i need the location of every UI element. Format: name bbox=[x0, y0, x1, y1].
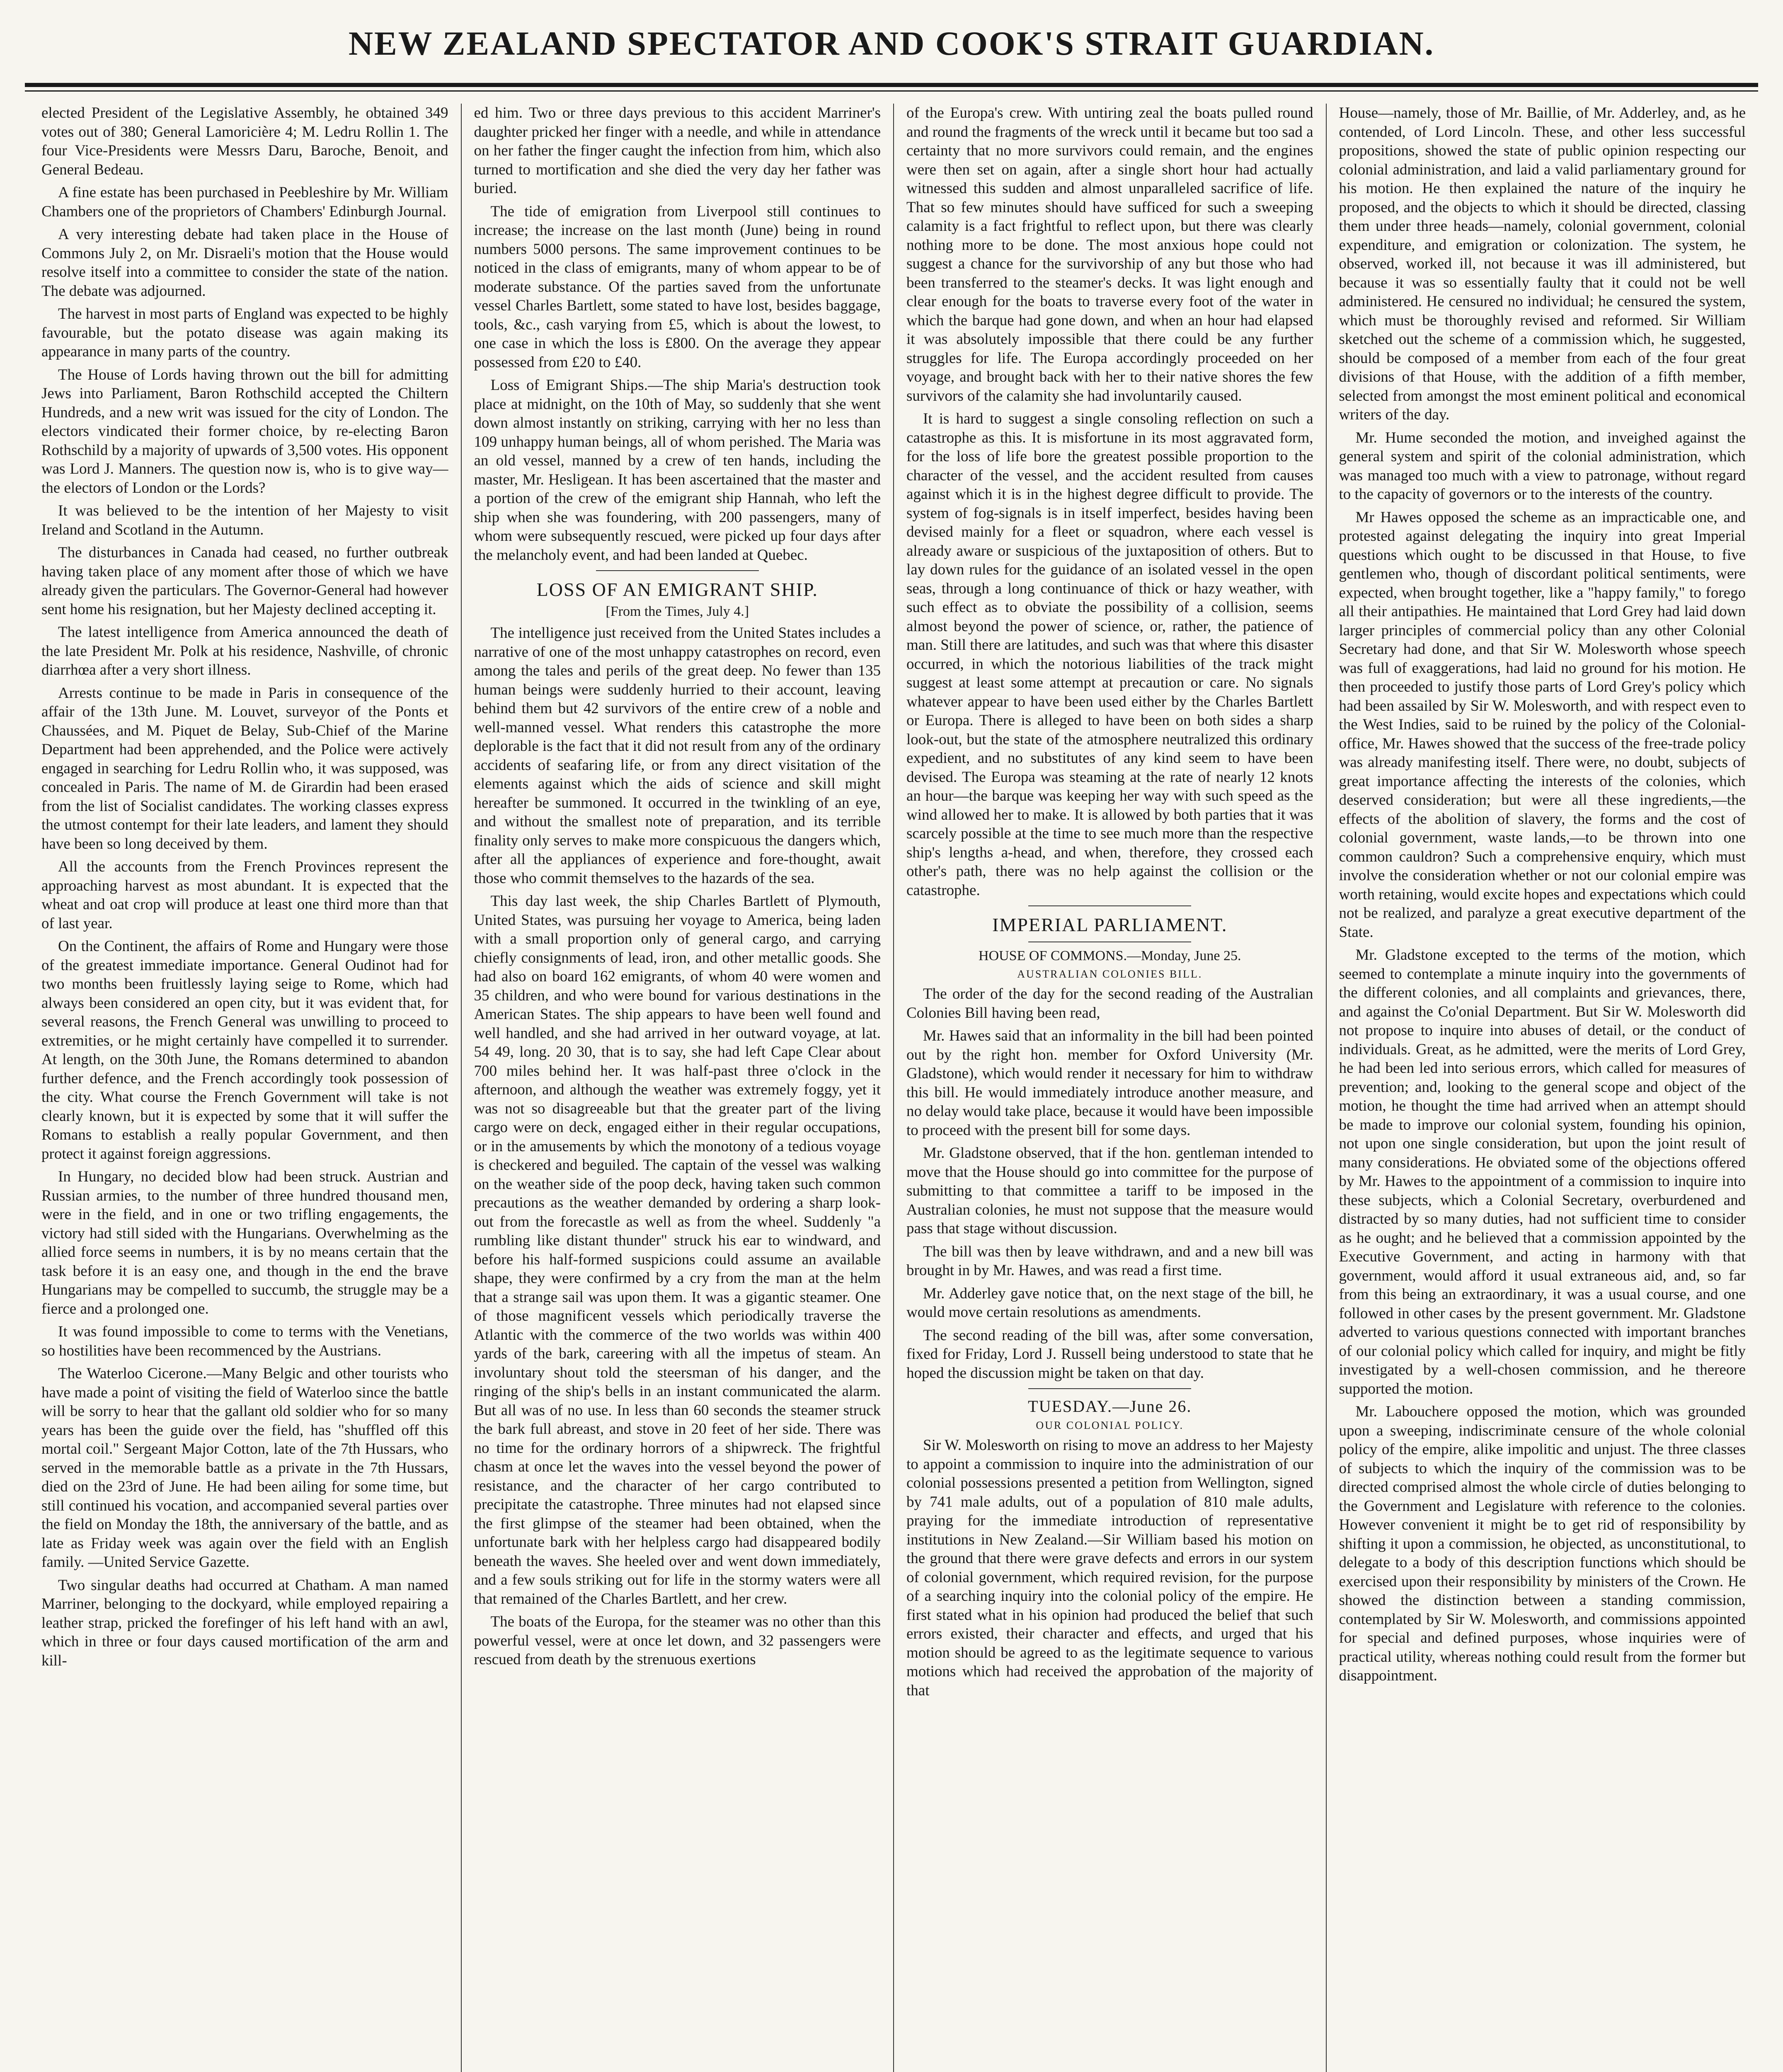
paragraph: The second reading of the bill was, after some conversation, fixed for Friday, Lord J. Russell being understood to state that he hoped the discussion might be taken on that day. bbox=[906, 1326, 1313, 1382]
divider bbox=[1028, 1388, 1191, 1389]
column-3-body-a bbox=[906, 104, 1313, 900]
column-4 bbox=[1327, 104, 1759, 2072]
masthead-title: NEW ZEALAND SPECTATOR AND COOK'S STRAIT GUARDIAN. bbox=[348, 24, 1435, 62]
column-2-body-a bbox=[474, 104, 881, 564]
paragraph: Mr. Labouchere opposed the motion, which was grounded upon a sweeping, indiscriminate censure of the whole colonial policy of the empire, alike impolitic and unjust. The three classes of subjects to which the inquiry of the commission was to be directed comprised almost the whole circle of duties belonging to the Government and Legislature with reference to the colonies. However convenient it might be to get rid of responsibility by shifting it upon a commission, he objected, as unconstitutional, to delegate to a body of this description functions which should be exercised upon their responsibility by ministers of the Crown. He showed the distinction between a standing commission, contemplated by Sir W. Molesworth, and commissions appointed for special and defined purposes, whose inquiries were of practical utility, whereas nothing could result from the former but disappointment. bbox=[1339, 1403, 1746, 1684]
policy-heading: OUR COLONIAL POLICY. bbox=[1036, 1419, 1184, 1431]
section-headline: IMPERIAL PARLIAMENT. bbox=[992, 914, 1228, 935]
paragraph: The intelligence just received from the United States includes a narrative of one of the most unhappy catastrophes on record, even among the tales and perils of the great deep. No fewer than 135 human beings were suddenly hurried to their account, leaving behind them but 42 survivors of the entire crew of a noble and well-manned vessel. What renders this catastrophe the more deplorable is the fact that it did not result from any of the ordinary accidents of seafaring life, or from any direct visitation of the elements against which the aids of science and skill might hereafter be summoned. It occurred in the twinkling of an eye, and without the smallest note of preparation, and its terrible finality only serves to make more conspicuous the dangers which, after all the appliances of experience and fore-thought, await those who commit themselves to the hazards of the sea. bbox=[474, 625, 881, 887]
divider bbox=[596, 570, 759, 571]
date-headline: TUESDAY.—June 26. bbox=[1028, 1397, 1192, 1416]
masthead bbox=[25, 17, 1758, 70]
paragraph: Two singular deaths had occurred at Chatham. A man named Marriner, belonging to the dockyard, while employed repairing a leather strap, pricked the forefinger of his left hand with an awl, which in three or four days caused mortification of the arm and kill- bbox=[41, 1576, 448, 1669]
paragraph: It was found impossible to come to terms with the Venetians, so hostilities have been recommenced by the Austrians. bbox=[41, 1323, 448, 1359]
columns bbox=[29, 104, 1758, 2072]
paragraph: Mr. Adderley gave notice that, on the next stage of the bill, he would move certain resolutions as amendments. bbox=[906, 1285, 1313, 1321]
paragraph: The latest intelligence from America announced the death of the late President Mr. Polk at his residence, Nashville, of chronic diarrhœa after a very short illness. bbox=[41, 624, 448, 678]
divider bbox=[1028, 905, 1191, 906]
column-2 bbox=[462, 104, 894, 2072]
paragraph: It was believed to be the intention of her Majesty to visit Ireland and Scotland in the Autumn. bbox=[41, 502, 448, 538]
paragraph: In Hungary, no decided blow had been struck. Austrian and Russian armies, to the number of three hundred thousand men, were in the field, and in one or two trifling engagements, the victory had still sided with the Hungarians. Overwhelming as the allied force seems in numbers, it is by no means certain that the task before it is an easy one, and though in the end the brave Hungarians may be compelled to succumb, the struggle may be a fierce and a prolonged one. bbox=[41, 1168, 448, 1317]
paragraph: The harvest in most parts of England was expected to be highly favourable, but the potato disease was again making its appearance in many parts of the country. bbox=[41, 305, 448, 360]
paragraph: It is hard to suggest a single consoling reflection on such a catastrophe as this. It is misfortune in its most aggravated form, for the loss of life bore the greatest possible proportion to the character of the vessel, and the accident resulted from causes against which it is in the highest degree difficult to provide. The system of fog-signals is in itself imperfect, besides having been devised mainly for a fleet or squadron, where each vessel is already aware or suspicious of the juxtaposition of others. But to lay down rules for the guidance of an isolated vessel in the open seas, through a long continuance of thick or hazy weather, with such effect as to obviate the possibility of a collision, seems almost beyond the power of science, or, rather, the patience of man. Still there are latitudes, and such was that where this disaster occurred, in which the notorious liabilities of the track might suggest at least some attempt at precaution or care. No signals whatever appear to have been used either by the Charles Bartlett or Europa. There is alleged to have been on both sides a sharp look-out, but the state of the atmosphere neutralized this ordinary expedient, and no substitutes of any kind seem to have been devised. The Europa was steaming at the rate of nearly 12 knots an hour—the barque was keeping her way with such speed as the wind allowed her to make. It is allowed by both parties that it was scarcely possible at the time to see much more than the respective ship's lengths a-head, and when, therefore, they crossed each other's path, there was no help against the collision or the catastrophe. bbox=[906, 410, 1313, 899]
paragraph: The boats of the Europa, for the steamer was no other than this powerful vessel, were at once let down, and 32 passengers were rescued from death by the strenuous exertions bbox=[474, 1613, 881, 1668]
paragraph: Sir W. Molesworth on rising to move an address to her Majesty to appoint a commission to inquire into the administration of our colonial possessions presented a petition from Wellington, signed by 741 male adults, out of a population of 810 male adults, praying for the immediate introduction of representative institutions in New Zealand.—Sir William based his motion on the ground that there were grave defects and errors in our system of colonial government, which required revision, for the purpose of a searching inquiry into the colonial policy of the empire. He first stated what in his opinion had produced the belief that such errors existed, their character and effects, and urged that his motion should be agreed to as the legitimate sequence to various motions which had received the approbation of the majority of that bbox=[906, 1437, 1313, 1699]
paragraph: A fine estate has been purchased in Peebleshire by Mr. William Chambers one of the proprietors of Chambers' Edinburgh Journal. bbox=[41, 184, 448, 220]
paragraph: The order of the day for the second reading of the Australian Colonies Bill having been read, bbox=[906, 985, 1313, 1021]
paragraph: of the Europa's crew. With untiring zeal the boats pulled round and round the fragments of the wreck until it became but too sad a certainty that no more survivors could remain, and the engines were then set on again, after a single short hour had actually witnessed this sudden and almost unparalleled sacrifice of life. That so few minutes should have sufficed for such a sweeping calamity is a fact frightful to reflect upon, but there was clearly nothing more to be done. The most anxious hope could not suggest a chance for the survivorship of any but those who had been transferred to the steamer's decks. It was light enough and clear enough for the boats to traverse every foot of the water in which the barque had gone down, and when an hour had elapsed it was absolutely impossible that there could be any further struggles for life. The Europa accordingly proceeded on her voyage, and brought back with her to their native shores the few survivors of the calamity she had involuntarily caused. bbox=[906, 104, 1313, 404]
paragraph: This day last week, the ship Charles Bartlett of Plymouth, United States, was pursuing her voyage to America, being laden with a small proportion only of general cargo, and carrying chiefly consignments of lead, iron, and other metallic goods. She had also on board 162 emigrants, of whom 40 were women and 35 children, and who were bound for various destinations in the American States. The ship appears to have been well found and well handled, and she had arrived in her outward voyage, at lat. 54 49, long. 20 30, that is to say, she had left Cape Clear about 700 miles behind her. It was half-past three o'clock in the afternoon, and although the weather was extremely foggy, yet it was not so disagreeable but that the greater part of the living cargo were on deck, engaged either in their regular occupations, or in the amusements by which the monotony of a tedious voyage is checkered and beguiled. The captain of the vessel was walking on the weather side of the poop deck, having taken such common precautions as the weather demanded by ordering a sharp look-out from the forecastle as well as from the wheel. Suddenly "a rumbling like distant thunder" struck his ear to windward, and before his half-formed suspicions could assume an available shape, they were confirmed by a cry from the man at the helm that a strange sail was upon them. It was a gigantic steamer. One of those magnificent vessels which periodically traverse the Atlantic with the commerce of the two worlds was within 400 yards of the bark, careering with all the impetus of steam. An involuntary shout told the steersman of his danger, and the ringing of the ship's bells in an instant communicated the alarm. But all was of no use. In less than 60 seconds the steamer struck the bark full abreast, and stove in 20 feet of her side. There was no time for the ordinary horrors of a shipwreck. The frightful chasm at once let the waves into the vessel beyond the power of resistance, and the character of her cargo contributed to precipitate the catastrophe. Three minutes had not elapsed since the first glimpse of the steamer had been obtained, when the unfortunate bark with her helpless cargo had disappeared bodily beneath the waves. She heeled over and went down immediately, and a few souls striking out for life in the stormy waters were all that remained of the Charles Bartlett, and her crew. bbox=[474, 893, 881, 1607]
paragraph: The House of Lords having thrown out the bill for admitting Jews into Parliament, Baron Rothschild accepted the Chiltern Hundreds, and a new writ was issued for the city of London. The electors vindicated their former choice, by re-electing Baron Rothschild by a majority of upwards of 3,500 votes. His opponent was Lord J. Manners. The question now is, who is to give way—the electors of London or the Lords? bbox=[41, 366, 448, 496]
paragraph: Mr. Gladstone observed, that if the hon. gentleman intended to move that the House should go into committee for the purpose of submitting to that committee a tariff to be imposed in the Australian colonies, he must not suppose that the measure would pass that stage without discussion. bbox=[906, 1145, 1313, 1237]
column-3-body-c bbox=[906, 1436, 1313, 1700]
column-2-body-b bbox=[474, 624, 881, 1669]
paragraph: Arrests continue to be made in Paris in consequence of the affair of the 13th June. M. Louvet, surveyor of the Ponts et Chaussées, and M. Piquet de Belay, Sub-Chief of the Marine Department had been apprehended, and the Police were actively engaged in searching for Ledru Rollin who, it was supposed, was concealed in Paris. The name of M. de Girardin had been erased from the list of Socialist candidates. The working classes express the utmost contempt for their late leaders, and lament they should have been so long deceived by them. bbox=[41, 684, 448, 852]
article-source: [From the Times, July 4.] bbox=[606, 604, 749, 619]
section-subhead: HOUSE OF COMMONS.—Monday, June 25. bbox=[979, 948, 1241, 963]
paragraph: Loss of Emigrant Ships.—The ship Maria's destruction took place at midnight, on the 10th of May, so suddenly that she went down almost instantly on striking, carrying with her no less than 109 unhappy human beings, all of whom perished. The Maria was an old vessel, manned by a crew of ten hands, including the master, Mr. Hesligean. It has been ascertained that the master and a portion of the crew of the emigrant ship Hannah, who left the ship when she was foundering, with 200 passengers, many of whom were subsequently rescued, were picked up four days after the melancholy event, and had been landed at Quebec. bbox=[474, 377, 881, 564]
paragraph: The disturbances in Canada had ceased, no further outbreak having taken place of any moment after those of which we have already given the particulars. The Governor-General had however sent home his resignation, but her Majesty declined accepting it. bbox=[41, 544, 448, 618]
column-4-body bbox=[1339, 104, 1746, 1685]
paragraph: On the Continent, the affairs of Rome and Hungary were those of the greatest immediate importance. General Oudinot had for two months been fruitlessly laying seige to Rome, which had always been considered an open city, but it was evident that, for several reasons, the French General was unwilling to proceed to extremities, or he might certainly have compelled it to surrender. At length, on the 30th June, the Romans determined to abandon further defence, and the French accordingly took possession of the city. What course the French Government will take is not clearly known, but it is expected by some that it will suffer the Romans to establish a really popular Government, and then protect it against foreign aggressions. bbox=[41, 938, 448, 1162]
column-3 bbox=[894, 104, 1327, 2072]
paragraph: House—namely, those of Mr. Baillie, of Mr. Adderley, and, as he contended, of Lord Lincoln. These, and other less successful propositions, showed the state of public opinion respecting our colonial administration, and laid a valid parliamentary ground for his motion. He then explained the nature of the inquiry he proposed, and the objects to which it should be directed, classing them under three heads—namely, colonial government, colonial expenditure, and emigration or colonization. The system, he observed, worked ill, not because it was ill administered, but because it was so essentially faulty that it could not be well administered. He censured no individual; he censured the system, which must be thoroughly revised and reformed. Sir William sketched out the scheme of a commission which, he suggested, should be composed of a member from each of the four great divisions of that House, with the addition of a fifth member, selected from amongst the most eminent political and economical writers of the day. bbox=[1339, 104, 1746, 423]
paragraph: Mr. Hawes said that an informality in the bill had been pointed out by the right hon. member for Oxford University (Mr. Gladstone), which would render it necessary for him to withdraw this bill. He would immediately introduce another measure, and no delay would take place, because it would have been impossible to proceed with the present bill for some days. bbox=[906, 1027, 1313, 1139]
paragraph: ed him. Two or three days previous to this accident Marriner's daughter pricked her finger with a needle, and while in attendance on her father the finger caught the infection from him, which also turned to mortification and she died the very day her father was buried. bbox=[474, 104, 881, 197]
masthead-rule-thick bbox=[25, 83, 1758, 87]
paragraph: Mr. Hume seconded the motion, and inveighed against the general system and spirit of the colonial administration, which was managed too much with a view to patronage, without regard to the capacity of governors or to the interests of the country. bbox=[1339, 429, 1746, 503]
paragraph: elected President of the Legislative Assembly, he obtained 349 votes out of 380; General Lamoricière 4; M. Ledru Rollin 1. The four Vice-Presidents were Messrs Daru, Baroche, Benoit, and General Bedeau. bbox=[41, 104, 448, 178]
column-1 bbox=[29, 104, 462, 2072]
masthead-rule-thin bbox=[25, 90, 1758, 92]
article-headline: LOSS OF AN EMIGRANT SHIP. bbox=[536, 579, 818, 600]
paragraph: The Waterloo Cicerone.—Many Belgic and other tourists who have made a point of visiting the field of Waterloo since the battle will be sorry to hear that the gallant old soldier who for so many years has been the guide over the field, has "shuffled off this mortal coil." Sergeant Major Cotton, late of the 7th Hussars, who served in the memorable battle as a private in the 7th Hussars, died on the 23rd of June. He had been ailing for some time, but still continued his vocation, and accompanied several parties over the field on Monday the 18th, the anniversary of the battle, and as late as Friday week was again over the field with an English family. —United Service Gazette. bbox=[41, 1365, 448, 1571]
column-3-body-b bbox=[906, 985, 1313, 1382]
bill-heading: AUSTRALIAN COLONIES BILL. bbox=[1017, 968, 1203, 980]
paragraph: The bill was then by leave withdrawn, and and a new bill was brought in by Mr. Hawes, and was read a first time. bbox=[906, 1243, 1313, 1279]
paragraph: The tide of emigration from Liverpool still continues to increase; the increase on the last month (June) being in round numbers 5000 persons. The same improvement continues to be noticed in the class of emigrants, many of whom appear to be of moderate substance. Of the parties saved from the unfortunate vessel Charles Bartlett, some stated to have lost, besides baggage, tools, &c., cash varying from £5, which is about the lowest, to one case in which the loss is £800. On the average they appear possessed from £20 to £40. bbox=[474, 203, 881, 371]
column-1-body bbox=[41, 104, 448, 1670]
paragraph: Mr Hawes opposed the scheme as an impracticable one, and protested against delegating the inquiry into great Imperial questions which ought to be discussed in that House, to five gentlemen who, though of discordant political sentiments, were expected, when brought together, like a "happy family," to forego all their antipathies. He maintained that Lord Grey had laid down larger principles of commercial policy than any other Colonial Secretary had done, and that Sir W. Molesworth whose speech was full of exaggerations, had laid no ground for his motion. He then proceeded to justify those parts of Lord Grey's policy which had been assailed by Sir W. Molesworth, and with respect even to the West Indies, said to be ruined by the policy of the Colonial-office, Mr. Hawes showed that the success of the free-trade policy was already manifesting itself. There were, no doubt, subjects of great importance affecting the interests of the colonies, which deserved consideration; but were all these ingredients,—the effects of the abolition of slavery, the forms and the cost of colonial government, waste lands,—to be thrown into one common cauldron? Such a comprehensive enquiry, which must involve the consideration whether or not our colonial empire was worth retaining, would excite hopes and expectations which could not be realized, and paralyze a great executive department of the State. bbox=[1339, 508, 1746, 941]
paragraph: A very interesting debate had taken place in the House of Commons July 2, on Mr. Disraeli's motion that the House would resolve itself into a committee to consider the state of the nation. The debate was adjourned. bbox=[41, 226, 448, 300]
paragraph: Mr. Gladstone excepted to the terms of the motion, which seemed to contemplate a minute inquiry into the governments of the different colonies, and all complaints and grievances, there, and against the Co'onial Department. But Sir W. Molesworth did not propose to inquire into abuses of detail, or the conduct of individuals. Great, as he admitted, were the merits of Lord Grey, he had been led into serious errors, which called for measures of prevention; and, looking to the general scope and object of the motion, he thought the time had arrived when an attempt should be made to improve our colonial system, founding his opinion, not upon one single consideration, but upon the joint result of many considerations. He obviated some of the objections offered by Mr. Hawes to the appointment of a commission to inquire into these subjects, which a Colonial Secretary, overburdened and distracted by so many duties, had not sufficient time to consider as he ought; and he believed that a commission appointed by the Executive Government, and acting in harmony with that government, would afford it usual extraneous aid, and, so far from this being an extraordinary, it was a usual course, and one followed in other cases by the present government. Mr. Gladstone adverted to various questions connected with important branches of our colonial policy which called for inquiry, and might be fitly investigated by a well-chosen commission, and he thereore supported the motion. bbox=[1339, 946, 1746, 1397]
paragraph: All the accounts from the French Provinces represent the approaching harvest as most abundant. It is expected that the wheat and oat crop will produce at least one third more than that of last year. bbox=[41, 858, 448, 932]
